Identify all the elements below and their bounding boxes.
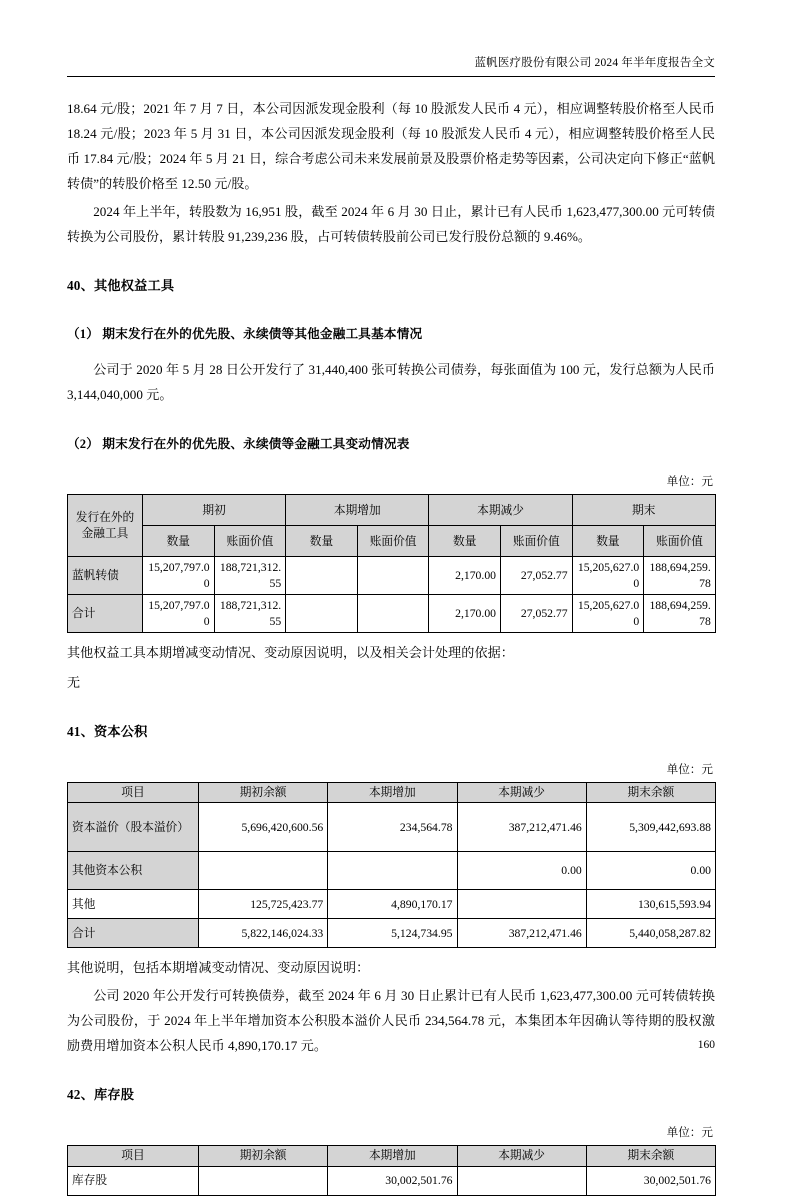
cell-decrease: 387,212,471.46	[457, 919, 586, 948]
spacer	[67, 455, 715, 474]
table-header-row	[68, 1146, 716, 1167]
table-row	[68, 890, 716, 919]
spacer	[67, 633, 715, 640]
note-label-41: 其他说明，包括本期增减变动情况、变动原因说明：	[67, 960, 370, 976]
col-header-beginning-balance: 期初余额	[199, 1146, 328, 1167]
capital-reserve-table	[67, 782, 716, 949]
cell-beginning-balance: 5,822,146,024.33	[199, 919, 328, 948]
col-header-value-ending: 账面价值	[644, 526, 716, 557]
row-label: 其他	[68, 890, 199, 919]
row-label: 资本溢价（股本溢价）	[68, 803, 199, 852]
cell-beginning-balance: 125,725,423.77	[199, 890, 328, 919]
cell-ending-balance: 5,309,442,693.88	[586, 803, 715, 852]
col-group-beginning: 期初	[143, 495, 286, 526]
col-header-item: 项目	[68, 1146, 199, 1167]
col-header-qty-beginning: 数量	[143, 526, 215, 557]
cell-beginning-balance	[199, 1166, 328, 1195]
cell-increase: 4,890,170.17	[328, 890, 457, 919]
col-header-ending-balance: 期末余额	[586, 1146, 715, 1167]
unit-label-42: 单位：元	[666, 1126, 713, 1140]
cell-value-beginning: 188,721,312.55	[214, 595, 286, 633]
treasury-stock-table	[67, 1145, 716, 1196]
cell-qty-beginning: 15,207,797.00	[143, 557, 215, 595]
spacer	[67, 1058, 715, 1084]
table-header-row-sub	[68, 526, 716, 557]
cell-qty-increase	[286, 595, 358, 633]
row-label: 库存股	[68, 1166, 199, 1195]
cell-beginning-balance: 5,696,420,600.56	[199, 803, 328, 852]
paragraph-40-1: 公司于 2020 年 5 月 28 日公开发行了 31,440,400 张可转换公司债券，每张面值为 100 元，发行总额为人民币 3,144,040,000 元。	[67, 362, 715, 403]
cell-value-ending: 188,694,259.78	[644, 595, 716, 633]
cell-ending-balance: 0.00	[586, 852, 715, 890]
spacer	[67, 297, 715, 323]
unit-label-41: 单位：元	[666, 762, 713, 776]
row-label: 其他资本公积	[68, 852, 199, 890]
cell-ending-balance: 130,615,593.94	[586, 890, 715, 919]
cell-qty-beginning: 15,207,797.00	[143, 595, 215, 633]
cell-increase	[328, 852, 457, 890]
col-group-ending: 期末	[572, 495, 715, 526]
section-heading-40: 40、其他权益工具	[67, 278, 175, 294]
running-header-title: 蓝帆医疗股份有限公司 2024 年半年度报告全文	[474, 57, 715, 69]
subsection-heading-40-1: （1） 期末发行在外的优先股、永续债等其他金融工具基本情况	[67, 327, 423, 342]
spacer	[67, 407, 715, 433]
cell-decrease: 387,212,471.46	[457, 803, 586, 852]
table-row	[68, 595, 716, 633]
note-value-40: 无	[67, 674, 81, 690]
col-group-decrease: 本期减少	[429, 495, 572, 526]
unit-label-40: 单位：元	[666, 475, 713, 489]
col-header-qty-decrease: 数量	[429, 526, 501, 557]
cell-increase: 234,564.78	[328, 803, 457, 852]
section-heading-41: 41、资本公积	[67, 723, 148, 739]
cell-decrease	[457, 890, 586, 919]
cell-value-ending: 188,694,259.78	[644, 557, 716, 595]
cell-decrease	[457, 1166, 586, 1195]
col-header-beginning-balance: 期初余额	[199, 782, 328, 803]
table-row	[68, 557, 716, 595]
col-header-decrease: 本期减少	[457, 1146, 586, 1167]
paragraph-conversion: 2024 年上半年，转股数为 16,951 股，截至 2024 年 6 月 30 日止，累计已有人民币 1,623,477,300.00 元可转债转换为公司股份，累计转股 91,239,236 股，占可转债转股前公司已发行股份总额的 9.46%。	[67, 203, 715, 244]
col-header-increase: 本期增加	[328, 1146, 457, 1167]
equity-instruments-table	[67, 494, 716, 633]
table-row	[68, 803, 716, 852]
cell-beginning-balance	[199, 852, 328, 890]
col-header-increase: 本期增加	[328, 782, 457, 803]
cell-value-decrease: 27,052.77	[501, 595, 573, 633]
running-header	[67, 0, 715, 71]
row-label: 合计	[68, 595, 143, 633]
table-row	[68, 1166, 716, 1195]
row-label: 蓝帆转债	[68, 557, 143, 595]
col-header-qty-increase: 数量	[286, 526, 358, 557]
col-header-instrument: 发行在外的金融工具	[68, 495, 143, 557]
cell-qty-decrease: 2,170.00	[429, 595, 501, 633]
col-header-qty-ending: 数量	[572, 526, 644, 557]
cell-decrease: 0.00	[457, 852, 586, 890]
cell-ending-balance: 5,440,058,287.82	[586, 919, 715, 948]
cell-qty-ending: 15,205,627.00	[572, 557, 644, 595]
cell-increase: 30,002,501.76	[328, 1166, 457, 1195]
spacer	[67, 695, 715, 721]
spacer	[67, 345, 715, 357]
spacer	[67, 77, 715, 96]
cell-ending-balance: 30,002,501.76	[586, 1166, 715, 1195]
section-heading-42: 42、库存股	[67, 1087, 135, 1103]
cell-value-decrease: 27,052.77	[501, 557, 573, 595]
table-header-row-group	[68, 495, 716, 526]
col-header-ending-balance: 期末余额	[586, 782, 715, 803]
spacer	[67, 948, 715, 955]
col-header-value-decrease: 账面价值	[501, 526, 573, 557]
subsection-heading-40-2: （2） 期末发行在外的优先股、永续债等金融工具变动情况表	[67, 437, 410, 452]
table-header-row	[68, 782, 716, 803]
paragraph-continued: 18.64 元/股；2021 年 7 月 7 日，本公司因派发现金股利（每 10 股派发人民币 4 元），相应调整转股价格至人民币 18.24 元/股；2023 年 5 月 31 日，本公司因派发现金股利（每 10 股派发人民币 4 元），相应调整转股价格至人民币 17.84 元/股；2024 年 5 月 21 日，综合考虑公司未来发展前景及股票价格走势等因素，公司决定向下修正“蓝帆转债”的转股价格至 12.50 元/股。	[67, 100, 715, 192]
page-content	[67, 0, 715, 1196]
col-group-increase: 本期增加	[286, 495, 429, 526]
spacer	[67, 743, 715, 762]
cell-qty-ending: 15,205,627.00	[572, 595, 644, 633]
table-row	[68, 919, 716, 948]
spacer	[67, 249, 715, 275]
col-header-value-beginning: 账面价值	[214, 526, 286, 557]
page-number: 160	[697, 1039, 715, 1051]
note-label-40: 其他权益工具本期增减变动情况、变动原因说明，以及相关会计处理的依据：	[67, 645, 514, 661]
cell-qty-increase	[286, 557, 358, 595]
cell-increase: 5,124,734.95	[328, 919, 457, 948]
table-row	[68, 852, 716, 890]
spacer	[67, 1106, 715, 1125]
cell-value-increase	[357, 557, 429, 595]
col-header-value-increase: 账面价值	[357, 526, 429, 557]
col-header-item: 项目	[68, 782, 199, 803]
row-label: 合计	[68, 919, 199, 948]
col-header-decrease: 本期减少	[457, 782, 586, 803]
cell-value-increase	[357, 595, 429, 633]
cell-value-beginning: 188,721,312.55	[214, 557, 286, 595]
cell-qty-decrease: 2,170.00	[429, 557, 501, 595]
note-paragraph-41: 公司 2020 年公开发行可转换债券，截至 2024 年 6 月 30 日止累计已有人民币 1,623,477,300.00 元可转债转换为公司股份，于 2024 年上半年增加资本公积股本溢价人民币 234,564.78 元，本集团本年因确认等待期的股权激励费用增加资本公积人民币 4,890,170.17 元。	[67, 987, 715, 1053]
